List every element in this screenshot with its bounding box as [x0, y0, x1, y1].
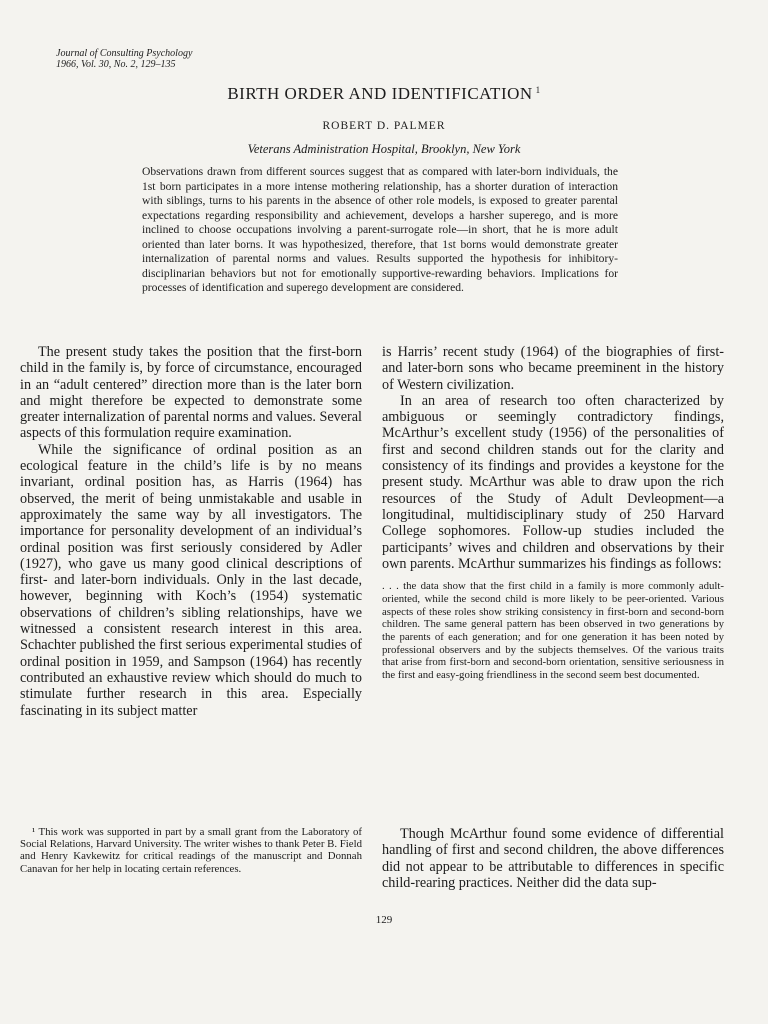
- right-paragraph-2: In an area of research too often characterized by ambiguous or seemingly contradictory findings, McArthur’s excellent study (1956) of the personalities of first and second children stands out for the clarity and consistency of its findings and provides a keystone for the present study. McArthur was able to draw upon the rich resources of the Study of Adult Devleopment—a longitudinal, multidisciplinary study of 250 Harvard College sophomores. Follow-up studies included the participants’ wives and children and observations by their own parents. McArthur summarizes his findings as follows:: [382, 392, 724, 572]
- left-column: [20, 344, 362, 719]
- paper-title-text: BIRTH ORDER AND IDENTIFICATION: [227, 84, 533, 103]
- page-number: 129: [375, 914, 393, 926]
- footnote: ¹ This work was supported in part by a small grant from the Laboratory of Social Relations, Harvard University. The writer wishes to thank Peter B. Field and Henry Kavkewitz for critical readings of the manuscript and Donnah Canavan for her help in locating certain references.: [20, 826, 362, 875]
- title-footnote-mark: 1: [535, 85, 541, 95]
- block-quote: . . . the data show that the first child in a family is more commonly adult-oriented, while the second child is more likely to be peer-oriented. Various aspects of these roles show striking consistency in first-born and second-born children. The same general pattern has been observed in two generations by the parents of each generation; and for one generation it has been noted by professional observers and by the subjects themselves. Of the various traits that arise from first-born and second-born orientation, sensitive seriousness in the first and easy-going friendliness in the second seem best documented.: [382, 580, 724, 682]
- abstract: Observations drawn from different sources suggest that as compared with later-born individuals, the 1st born participates in a more intense mothering relationship, has a shorter duration of interaction with siblings, turns to his parents in the absence of other role models, is exposed to greater parental expectations regarding responsibility and achievement, develops a harsher superego, and is more inclined to choose occupations involving a parent-surrogate role—in short, that he is more adult oriented than later borns. It was hypothesized, therefore, that 1st borns would demonstrate greater internalization of parental norms and values. Results supported the hypothesis for inhibitory-disciplinarian behaviors but not for emotionally supportive-rewarding behaviors. Implications for processes of identification and superego development are considered.: [142, 165, 618, 294]
- author-affiliation: Veterans Administration Hospital, Brooklyn, New York: [247, 142, 521, 156]
- journal-citation: [56, 48, 192, 70]
- paper-title: [0, 84, 768, 104]
- journal-name: Journal of Consulting Psychology: [56, 48, 193, 59]
- left-paragraph-2: While the significance of ordinal position as an ecological feature in the child’s life is by no means invariant, ordinal position has, as Harris (1964) has observed, the merit of being unmistakable and usable in approximately the same way by all investigators. The importance for personality development of an individual’s ordinal position was first seriously considered by Adler (1927), who gave us many good clinical descriptions of first- and later-born individuals. Only in the last decade, however, beginning with Koch’s (1954) systematic observations of children’s sibling relationships, have we witnessed a consistent research interest in this area. Schachter published the first serious experimental studies of ordinal position in 1959, and Sampson (1964) has recently contributed an exhaustive review which should do much to stimulate further research in this area. Especially fascinating in its subject matter: [20, 441, 362, 719]
- author-name: ROBERT D. PALMER: [322, 120, 446, 132]
- right-paragraph-1: is Harris’ recent study (1964) of the biographies of first- and later-born sons who became preeminent in the history of Western civilization.: [382, 344, 724, 393]
- right-paragraph-3: Though McArthur found some evidence of differential handling of first and second children, the above differences did not appear to be attributable to differences in specific child-rearing practices. Neither did the data sup-: [382, 826, 724, 891]
- journal-volume: 1966, Vol. 30, No. 2, 129–135: [56, 59, 176, 70]
- right-column-bottom: [382, 826, 724, 891]
- right-column: [382, 344, 724, 692]
- left-paragraph-1: The present study takes the position that the first-born child in the family is, by force of circumstance, encouraged in an “adult centered” direction more than is the later born and might therefore be expected to demonstrate some greater internalization of parental norms and values. Several aspects of this formulation require examination.: [20, 344, 362, 442]
